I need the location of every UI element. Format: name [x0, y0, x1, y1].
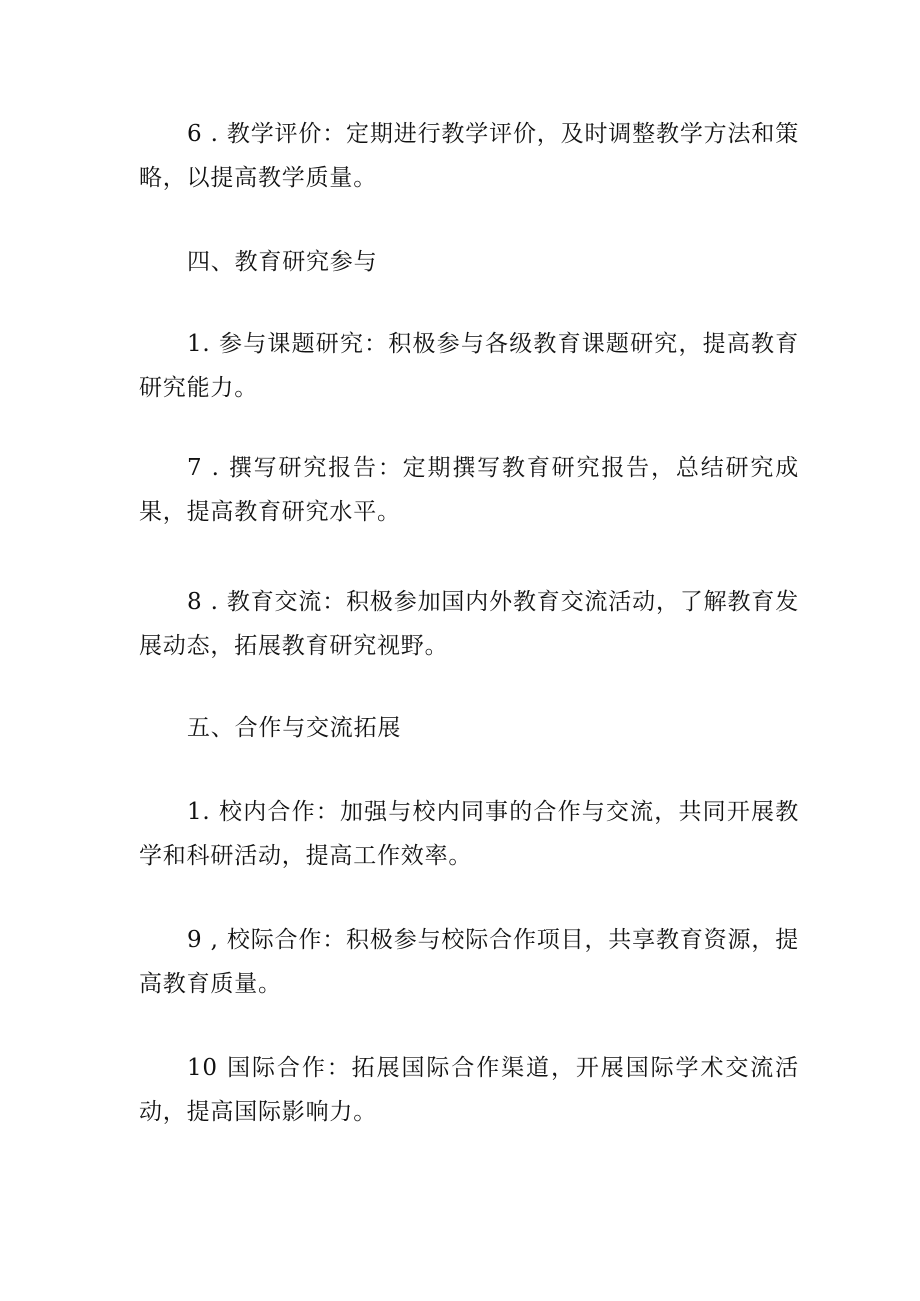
- paragraph-teaching-evaluation: 6 . 教学评价：定期进行教学评价，及时调整教学方法和策略，以提高教学质量。: [139, 121, 799, 191]
- paragraph-international-cooperation: 10 国际合作：拓展国际合作渠道，开展国际学术交流活动，提高国际影响力。: [139, 1055, 799, 1125]
- paragraph-campus-cooperation: 1. 校内合作：加强与校内同事的合作与交流，共同开展教学和科研活动，提高工作效率。: [139, 799, 799, 869]
- section-heading-cooperation: 五、合作与交流拓展: [187, 715, 402, 741]
- section-heading-education-research: 四、教育研究参与: [187, 249, 378, 275]
- paragraph-education-exchange: 8 . 教育交流：积极参加国内外教育交流活动，了解教育发展动态，拓展教育研究视野。: [139, 589, 799, 659]
- paragraph-inter-school-cooperation: 9 , 校际合作：积极参与校际合作项目，共享教育资源，提高教育质量。: [139, 927, 799, 997]
- paragraph-research-report: 7 . 撰写研究报告：定期撰写教育研究报告，总结研究成果，提高教育研究水平。: [139, 455, 799, 525]
- paragraph-project-research: 1. 参与课题研究：积极参与各级教育课题研究，提高教育研究能力。: [139, 331, 799, 401]
